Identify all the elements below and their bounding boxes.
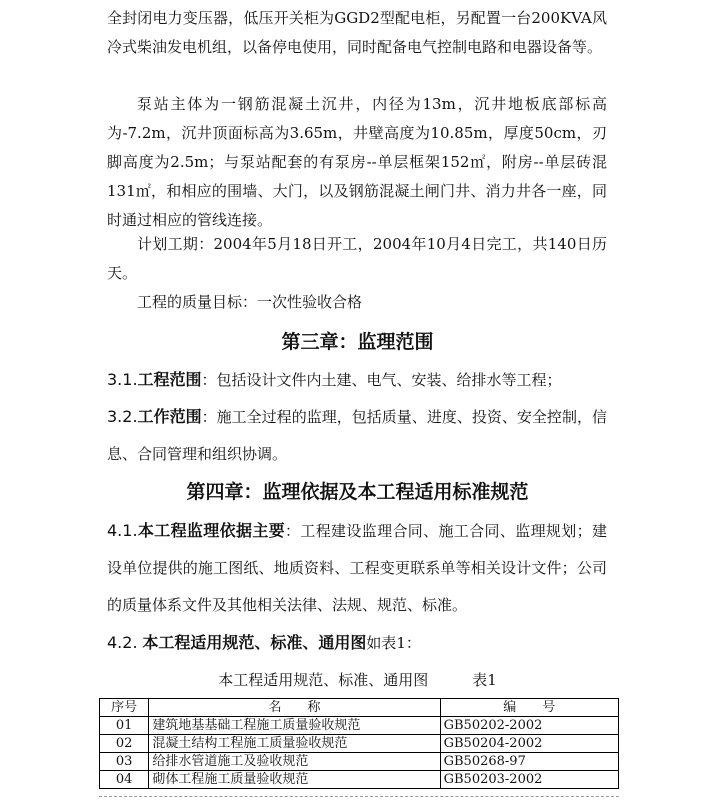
section-3-1 xyxy=(107,361,607,399)
cell-name: 给排水管道施工及验收规范 xyxy=(149,753,440,771)
page-bottom-divider xyxy=(99,796,619,797)
table-row xyxy=(100,717,619,735)
chapter-3-title: 第三章：监理范围 xyxy=(281,331,434,353)
section-number: 3.1. xyxy=(107,370,138,389)
chapter-4-title: 第四章：监理依据及本工程适用标准规范 xyxy=(186,481,529,503)
section-keyword: 工程范围 xyxy=(137,370,202,389)
table-row xyxy=(100,735,619,753)
section-keyword: 本工程监理依据主要 xyxy=(137,521,286,540)
section-4-1 xyxy=(107,512,607,624)
section-keyword: 本工程适用规范、标准、通用图 xyxy=(142,633,367,652)
cell-code: GB50202-2002 xyxy=(440,717,618,735)
section-keyword: 工作范围 xyxy=(137,407,202,426)
header-name: 名 称 xyxy=(149,699,440,717)
cell-name: 建筑地基基础工程施工质量验收规范 xyxy=(149,717,440,735)
cell-code: GB50204-2002 xyxy=(440,735,618,753)
cell-code: GB50203-2002 xyxy=(440,771,618,789)
standards-table xyxy=(99,698,619,789)
table-number: 表1 xyxy=(472,671,497,689)
section-text: ：施工全过程的监理，包括质量、进度、投资、安全控制，信息、合同管理和组织协调。 xyxy=(107,408,607,463)
section-text: 如表1： xyxy=(366,634,421,652)
cell-name: 混凝土结构工程施工质量验收规范 xyxy=(149,735,440,753)
table-caption xyxy=(0,668,715,692)
cell-name: 砌体工程施工质量验收规范 xyxy=(149,771,440,789)
section-text: ：工程建设监理合同、施工合同、监理规划；建设单位提供的施工图纸、地质资料、工程变更联系单等相关设计文件；公司的质量体系文件及其他相关法律、法规、规范、标准。 xyxy=(107,522,607,614)
section-number: 4.2. xyxy=(107,633,138,652)
paragraph-pump-station: 泵站主体为一钢筋混凝土沉井，内径为13m，沉井地板底部标高为-7.2m，沉井顶面标高为3.65m，井壁高度为10.85m，厚度50cm，刃脚高度为2.5m；与泵站配套的有泵房--单层框架152㎡，附房--单层砖混131㎡，和相应的围墙、大门，以及钢筋混凝土闸门井、消力井各一座，同时通过相应的管线连接。 xyxy=(107,95,607,229)
section-number: 4.1. xyxy=(107,521,138,540)
cell-index: 01 xyxy=(100,717,149,735)
section-text: ：包括设计文件内土建、电气、安装、给排水等工程； xyxy=(201,371,562,389)
section-4-2 xyxy=(107,624,607,662)
cell-code: GB50268-97 xyxy=(440,753,618,771)
cell-index: 04 xyxy=(100,771,149,789)
paragraph-quality-goal: 工程的质量目标：一次性验收合格 xyxy=(137,293,363,311)
table-header-row xyxy=(100,699,619,717)
paragraph-power-equipment: 全封闭电力变压器，低压开关柜为GGD2型配电柜，另配置一台200KVA风冷式柴油发电机组，以备停电使用，同时配备电气控制电路和电器设备等。 xyxy=(107,9,607,56)
section-3-2 xyxy=(107,398,607,473)
header-code: 编 号 xyxy=(440,699,618,717)
paragraph-schedule: 计划工期：2004年5月18日开工，2004年10月4日完工，共140日历天。 xyxy=(107,235,607,282)
section-number: 3.2. xyxy=(107,407,138,426)
cell-index: 03 xyxy=(100,753,149,771)
table-row xyxy=(100,771,619,789)
header-index: 序号 xyxy=(100,699,149,717)
cell-index: 02 xyxy=(100,735,149,753)
table-caption-title: 本工程适用规范、标准、通用图 xyxy=(218,671,429,689)
table-row xyxy=(100,753,619,771)
